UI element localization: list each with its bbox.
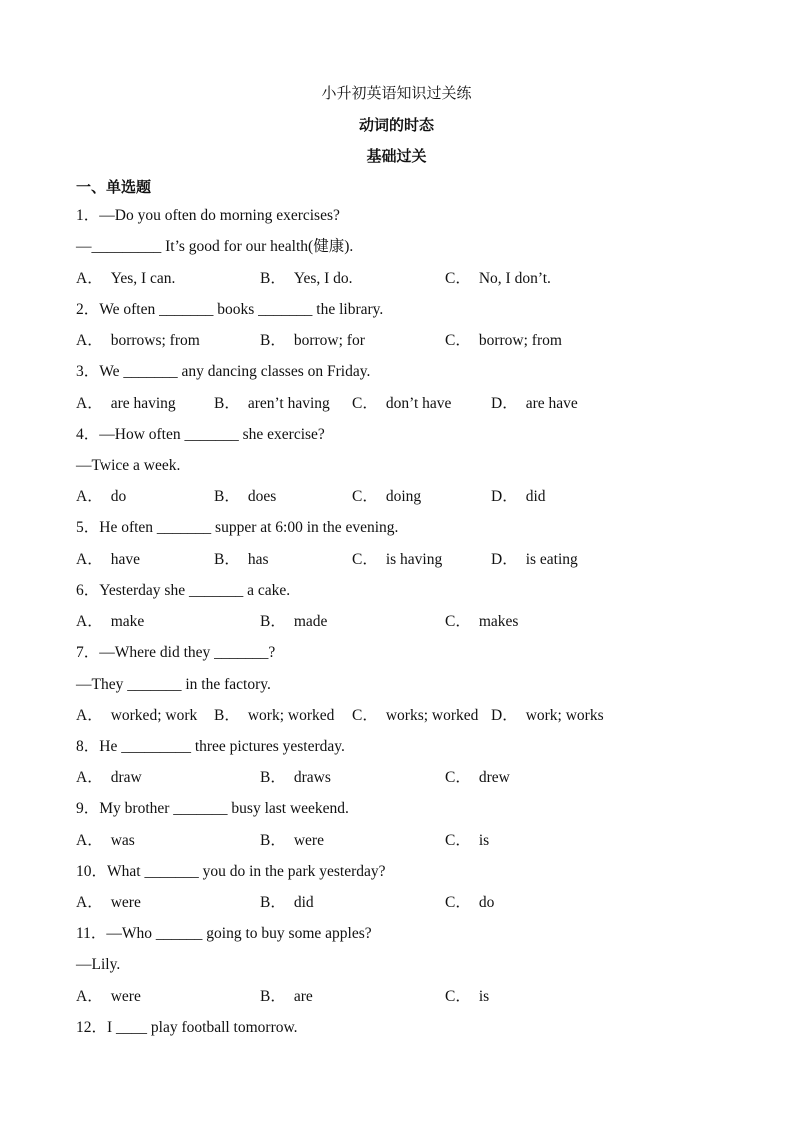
option-text: are having (110, 395, 176, 412)
option-text: worked; work (110, 707, 198, 724)
option-text: is eating (525, 551, 578, 568)
question-8-option-a (76, 768, 142, 788)
question-11-option-b (260, 987, 313, 1007)
option-text: have (110, 551, 140, 568)
option-letter: B． (214, 488, 240, 505)
question-6-stem: 6．Yesterday she _______ a cake. (76, 582, 291, 599)
question-1-option-c (445, 269, 551, 289)
question-4-option-b (214, 487, 276, 507)
option-text: borrow; from (478, 332, 562, 349)
option-letter: B． (260, 270, 286, 287)
option-text: did (293, 894, 314, 911)
question-3-stem: 3．We _______ any dancing classes on Friday. (76, 363, 371, 380)
option-letter: B． (214, 551, 240, 568)
question-3-option-b (214, 394, 330, 414)
question-1-line2: —_________ It’s good for our health(健康). (76, 238, 354, 255)
option-letter: A． (76, 769, 103, 786)
option-text: does (247, 488, 277, 505)
question-5-option-d (491, 550, 578, 570)
question-8-option-c (445, 768, 510, 788)
option-text: doing (385, 488, 422, 505)
option-letter: C． (445, 832, 471, 849)
question-4-line2: —Twice a week. (76, 457, 181, 474)
question-4-option-c (352, 487, 421, 507)
option-text: make (110, 613, 145, 630)
question-6-option-c (445, 612, 518, 632)
option-letter: B． (260, 332, 286, 349)
question-10-stem: 10．What _______ you do in the park yesterday? (76, 863, 386, 880)
option-text: is (478, 832, 490, 849)
question-2-option-b (260, 331, 365, 351)
question-3-option-a (76, 394, 176, 414)
question-9-stem: 9．My brother _______ busy last weekend. (76, 800, 349, 817)
question-9-option-a (76, 831, 135, 851)
option-letter: A． (76, 270, 103, 287)
question-9-option-c (445, 831, 489, 851)
question-6-option-a (76, 612, 144, 632)
option-letter: C． (352, 551, 378, 568)
option-letter: C． (445, 894, 471, 911)
option-text: are (293, 988, 313, 1005)
option-text: drew (478, 769, 510, 786)
option-letter: C． (445, 769, 471, 786)
section-heading: 一、单选题 (76, 178, 152, 196)
option-text: is (478, 988, 490, 1005)
question-8-stem: 8．He _________ three pictures yesterday. (76, 738, 345, 755)
option-letter: B． (260, 613, 286, 630)
question-7-option-d (491, 706, 604, 726)
option-letter: B． (214, 707, 240, 724)
question-7-stem: 7．—Where did they _______? (76, 644, 276, 661)
option-text: were (110, 988, 141, 1005)
option-letter: C． (352, 395, 378, 412)
question-4-option-a (76, 487, 126, 507)
question-7-option-c (352, 706, 478, 726)
topic-heading: 动词的时态 (358, 116, 434, 134)
option-letter: A． (76, 488, 103, 505)
option-letter: B． (260, 894, 286, 911)
option-letter: D． (491, 488, 518, 505)
option-text: are have (525, 395, 578, 412)
question-4-stem: 4．—How often _______ she exercise? (76, 426, 325, 443)
worksheet-title: 小升初英语知识过关练 (321, 84, 472, 102)
question-2-option-a (76, 331, 200, 351)
option-text: do (110, 488, 127, 505)
question-7-line2: —They _______ in the factory. (76, 676, 271, 693)
option-text: borrow; for (293, 332, 365, 349)
option-letter: C． (445, 332, 471, 349)
option-letter: D． (491, 551, 518, 568)
option-letter: A． (76, 707, 103, 724)
question-7-option-b (214, 706, 334, 726)
option-text: borrows; from (110, 332, 200, 349)
question-12-stem: 12．I ____ play football tomorrow. (76, 1019, 298, 1036)
question-5-option-c (352, 550, 442, 570)
option-letter: B． (260, 832, 286, 849)
question-8-option-b (260, 768, 331, 788)
option-letter: A． (76, 832, 103, 849)
option-letter: A． (76, 395, 103, 412)
option-letter: A． (76, 332, 103, 349)
question-3-option-d (491, 394, 578, 414)
option-letter: C． (445, 270, 471, 287)
option-text: made (293, 613, 328, 630)
option-letter: D． (491, 707, 518, 724)
question-1-stem: 1．—Do you often do morning exercises? (76, 207, 340, 224)
option-text: were (293, 832, 324, 849)
option-letter: A． (76, 894, 103, 911)
question-1-option-a (76, 269, 175, 289)
option-text: draws (293, 769, 331, 786)
option-text: work; worked (247, 707, 335, 724)
question-10-option-b (260, 893, 314, 913)
option-letter: B． (260, 988, 286, 1005)
question-4-option-d (491, 487, 546, 507)
question-6-option-b (260, 612, 327, 632)
option-text: were (110, 894, 141, 911)
question-5-stem: 5．He often _______ supper at 6:00 in the evening. (76, 519, 399, 536)
option-text: was (110, 832, 135, 849)
question-7-option-a (76, 706, 197, 726)
question-11-line2: —Lily. (76, 956, 121, 973)
question-5-option-a (76, 550, 140, 570)
option-letter: A． (76, 613, 103, 630)
option-text: aren’t having (247, 395, 330, 412)
question-10-option-a (76, 893, 141, 913)
option-letter: A． (76, 551, 103, 568)
option-text: do (478, 894, 495, 911)
option-letter: B． (260, 769, 286, 786)
level-heading: 基础过关 (366, 147, 427, 165)
option-text: Yes, I can. (110, 270, 176, 287)
option-text: makes (478, 613, 519, 630)
question-2-option-c (445, 331, 562, 351)
option-text: has (247, 551, 269, 568)
option-letter: C． (352, 707, 378, 724)
option-text: did (525, 488, 546, 505)
option-text: Yes, I do. (293, 270, 353, 287)
question-1-option-b (260, 269, 353, 289)
question-5-option-b (214, 550, 269, 570)
option-letter: C． (445, 988, 471, 1005)
option-letter: B． (214, 395, 240, 412)
question-2-stem: 2．We often _______ books _______ the library. (76, 301, 384, 318)
question-11-option-c (445, 987, 489, 1007)
option-letter: A． (76, 988, 103, 1005)
option-text: works; worked (385, 707, 479, 724)
option-text: draw (110, 769, 142, 786)
question-9-option-b (260, 831, 324, 851)
option-letter: D． (491, 395, 518, 412)
option-letter: C． (445, 613, 471, 630)
option-text: is having (385, 551, 443, 568)
question-3-option-c (352, 394, 451, 414)
option-text: work; works (525, 707, 604, 724)
option-letter: C． (352, 488, 378, 505)
question-11-option-a (76, 987, 141, 1007)
question-11-stem: 11．—Who ______ going to buy some apples? (76, 925, 372, 942)
question-10-option-c (445, 893, 494, 913)
option-text: don’t have (385, 395, 452, 412)
option-text: No, I don’t. (478, 270, 551, 287)
